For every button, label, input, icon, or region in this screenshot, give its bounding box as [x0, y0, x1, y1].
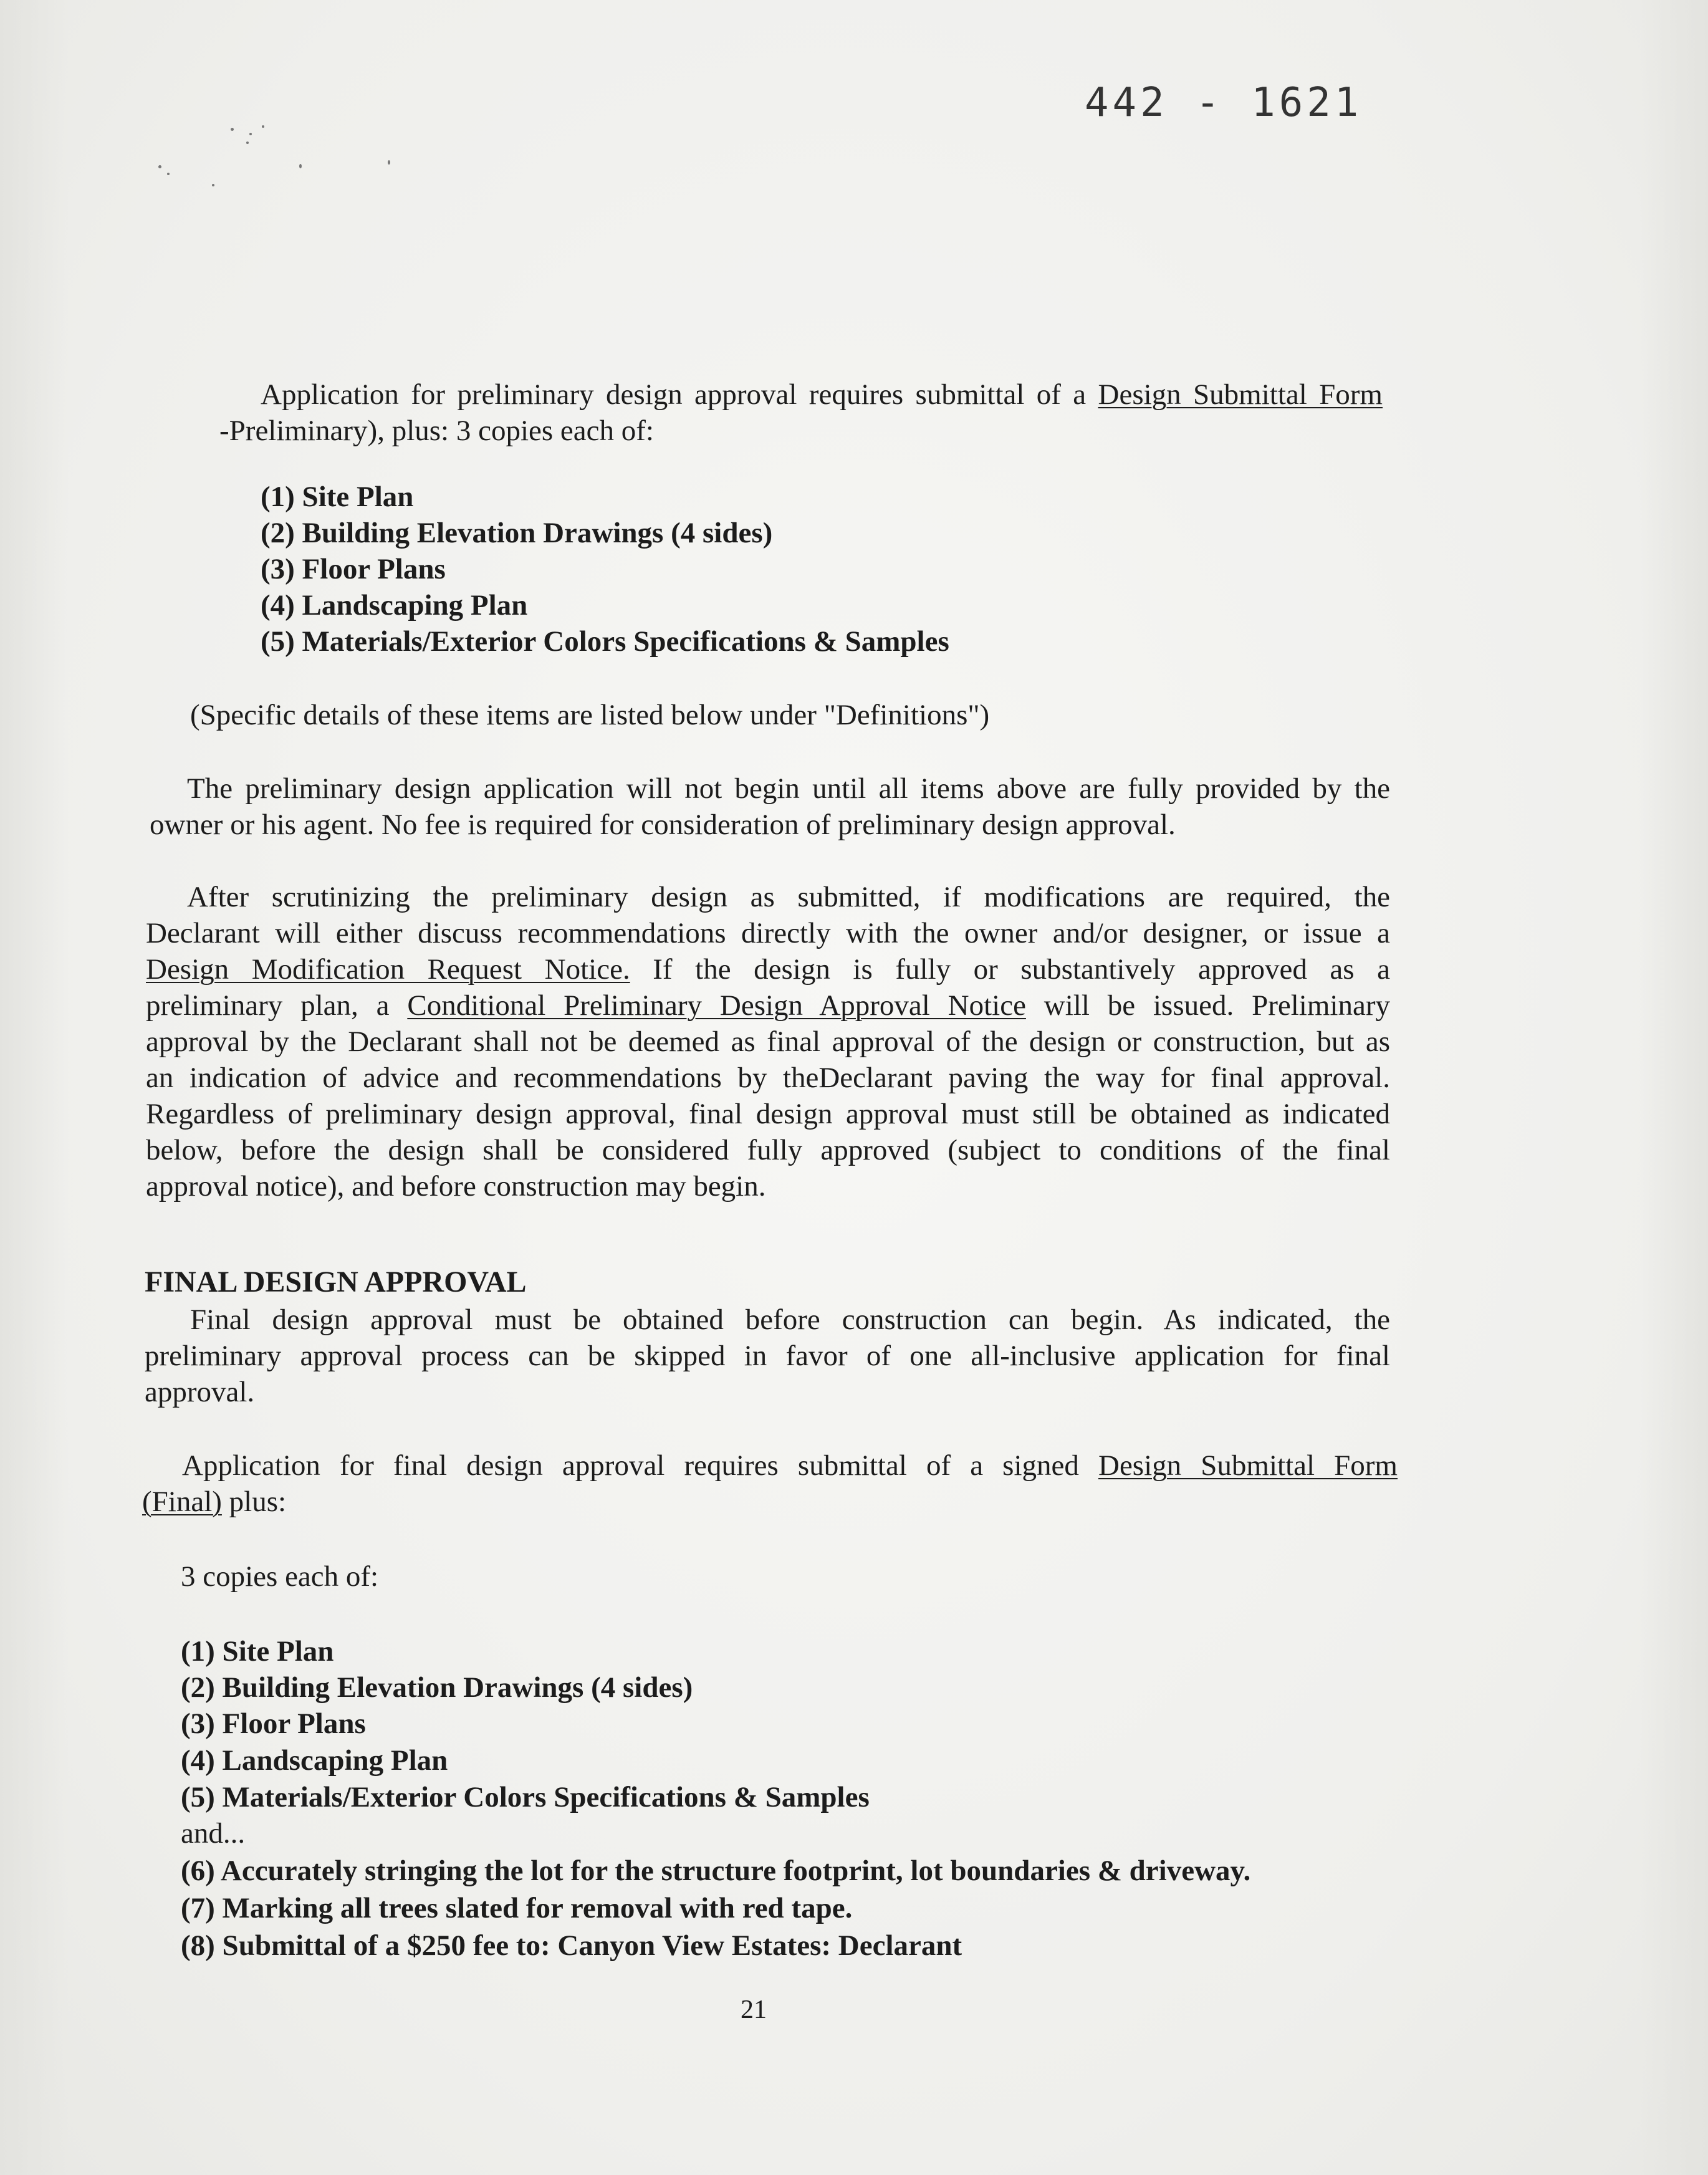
conditional-preliminary-approval-notice-link: Conditional Preliminary Design Approval Notice	[407, 989, 1026, 1022]
prelim-para2-line-1: The preliminary design application will not begin until all items above are fully provided by the	[187, 772, 1390, 805]
final-item-6: (6) Accurately stringing the lot for the structure footprint, lot boundaries & driveway.	[181, 1855, 1251, 1887]
final-item-8: (8) Submittal of a $250 fee to: Canyon View Estates: Declarant	[181, 1929, 962, 1962]
prelim-para2-line-2: owner or his agent. No fee is required for consideration of preliminary design approval.	[150, 809, 1176, 841]
page-number: 21	[741, 1995, 767, 2024]
final-item-7: (7) Marking all trees slated for removal with red tape.	[181, 1892, 853, 1924]
prelim-para3-line-5: approval by the Declarant shall not be deemed as final approval of the design or construction, but as	[146, 1025, 1390, 1058]
final-form-link: (Final)	[142, 1486, 222, 1518]
prelim-specific-note: (Specific details of these items are listed below under "Definitions")	[190, 699, 990, 731]
final-item-2: (2) Building Elevation Drawings (4 sides)	[181, 1671, 693, 1704]
final-and-text: and...	[181, 1817, 246, 1850]
design-submittal-form-final-link: Design Submittal Form	[1098, 1449, 1398, 1482]
prelim-item-4: (4) Landscaping Plan	[261, 589, 528, 622]
scan-edge-right	[1639, 0, 1708, 2175]
prelim-item-3: (3) Floor Plans	[261, 553, 446, 585]
prelim-para3-line-8: below, before the design shall be considered fully approved (subject to conditions of the final	[146, 1134, 1390, 1166]
prelim-para3-line-1: After scrutinizing the preliminary design as submitted, if modifications are required, the	[187, 881, 1390, 913]
prelim-intro-line-2: -Preliminary), plus: 3 copies each of:	[219, 415, 654, 447]
final-copies-line: 3 copies each of:	[181, 1560, 379, 1593]
prelim-intro-line-1: Application for preliminary design approval requires submittal of a Design Submittal Form	[261, 378, 1383, 411]
scan-edge-left	[0, 0, 69, 2175]
prelim-para3-line-4: preliminary plan, a Conditional Preliminary Design Approval Notice will be issued. Preliminary	[146, 989, 1390, 1022]
final-para1-line-3: approval.	[145, 1376, 255, 1408]
design-modification-request-notice-link: Design Modification Request Notice.	[146, 953, 630, 986]
final-design-approval-heading: FINAL DESIGN APPROVAL	[145, 1265, 527, 1299]
prelim-item-5: (5) Materials/Exterior Colors Specifications & Samples	[261, 625, 949, 658]
final-para2-line-1: Application for final design approval requires submittal of a signed Design Submittal Form	[182, 1449, 1398, 1482]
final-item-3: (3) Floor Plans	[181, 1707, 366, 1740]
final-para2-line-2: (Final) plus:	[142, 1486, 287, 1518]
final-para1-line-2: preliminary approval process can be skipped in favor of one all-inclusive application for final	[145, 1340, 1390, 1372]
page-stamp: 442 - 1621	[1085, 80, 1363, 126]
prelim-para3-line-7: Regardless of preliminary design approval, final design approval must still be obtained as indicated	[146, 1098, 1390, 1130]
prelim-item-2: (2) Building Elevation Drawings (4 sides)	[261, 517, 773, 549]
prelim-item-1: (1) Site Plan	[261, 481, 414, 513]
final-item-5: (5) Materials/Exterior Colors Specifications & Samples	[181, 1781, 870, 1813]
final-item-4: (4) Landscaping Plan	[181, 1744, 448, 1777]
design-submittal-form-link: Design Submittal Form	[1098, 378, 1383, 411]
prelim-para3-line-6: an indication of advice and recommendations by theDeclarant paving the way for final approval.	[146, 1062, 1390, 1094]
prelim-para3-line-9: approval notice), and before construction may begin.	[146, 1170, 766, 1203]
prelim-para3-line-2: Declarant will either discuss recommendations directly with the owner and/or designer, or issue a	[146, 917, 1390, 949]
prelim-para3-line-3: Design Modification Request Notice. If the design is fully or substantively approved as a	[146, 953, 1390, 986]
scan-specks	[156, 122, 418, 196]
final-item-1: (1) Site Plan	[181, 1635, 334, 1668]
final-para1-line-1: Final design approval must be obtained before construction can begin. As indicated, the	[190, 1304, 1390, 1336]
